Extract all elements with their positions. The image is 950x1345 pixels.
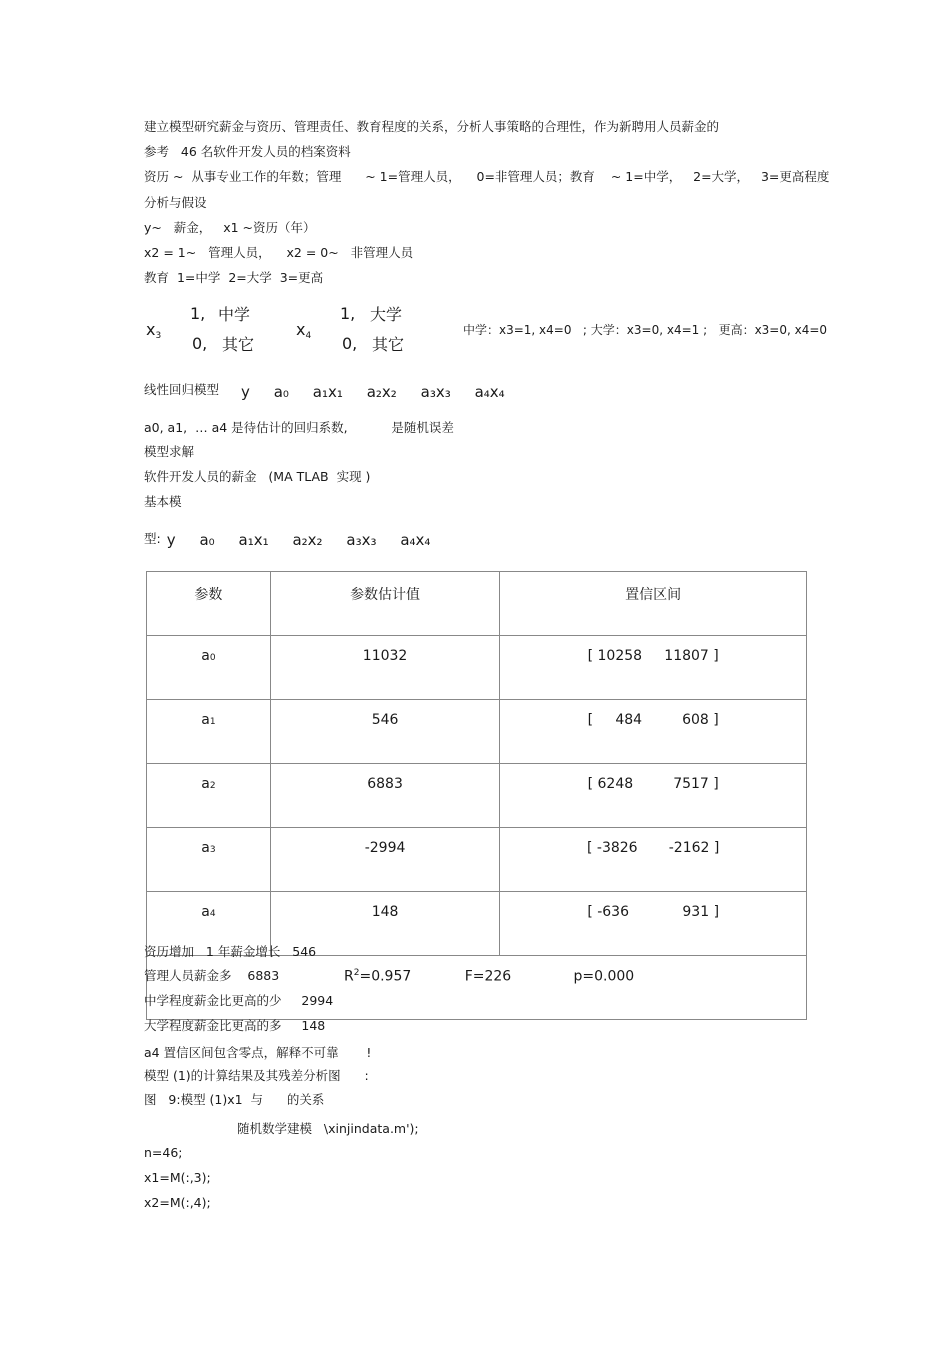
x3-symbol: $x_3$ <box>146 320 162 341</box>
ci-cell: [ -3826 -2162 ] <box>500 828 807 892</box>
code-line-2: n=46; <box>144 1145 183 1160</box>
x3-one-label: 中学 <box>218 305 251 324</box>
intro-line-4: 分析与假设 <box>144 195 207 210</box>
figure-caption: 图 9:模型 (1)x1 与 的关系 <box>144 1092 325 1107</box>
param-cell: a0 <box>147 636 271 700</box>
intro-line-6: x2 = 1~ 管理人员， x2 = 0~ 非管理人员 <box>144 245 414 260</box>
table-row <box>147 764 807 828</box>
code-line-4: x2=M(:,4); <box>144 1195 211 1210</box>
estimate-cell: 6883 <box>270 764 500 828</box>
ci-cell: [ 10258 11807 ] <box>500 636 807 700</box>
conclusion-line-6: 模型 (1)的计算结果及其残差分析图 : <box>144 1068 369 1083</box>
x3-zero-label: 其它 <box>222 335 255 354</box>
conclusion-line-2: 管理人员薪金多 6883 <box>144 968 280 983</box>
linear-model-label: 线性回归模型 <box>144 382 220 397</box>
ci-cell: [ -636 931 ] <box>500 892 807 956</box>
table-row <box>147 700 807 764</box>
x3-zero: 0, <box>192 334 208 353</box>
coefficients-note: a0, a1, … a4 是待估计的回归系数, 是随机误差 <box>144 420 454 435</box>
basic-model-line: 基本模 <box>144 494 182 509</box>
conclusion-line-4: 大学程度薪金比更高的多 148 <box>144 1018 326 1033</box>
header-ci: 置信区间 <box>500 572 807 636</box>
intro-line-3: 资历 ~ 从事专业工作的年数；管理 ~ 1=管理人员， 0=非管理人员；教育 ~ 1=中学， 2=大学， 3=更高程度 <box>144 169 830 184</box>
dummy-note: 中学：x3=1, x4=0 ; 大学：x3=0, x4=1 ; 更高：x3=0, x4=0 <box>463 323 828 337</box>
param-cell: a3 <box>147 828 271 892</box>
table-header-row <box>147 572 807 636</box>
conclusion-line-1: 资历增加 1 年薪金增长 546 <box>144 944 317 959</box>
intro-line-1: 建立模型研究薪金与资历、管理责任、教育程度的关系，分析人事策略的合理性，作为新聘用人员薪金的 <box>144 119 720 134</box>
basic-model-label: 型: <box>144 531 161 546</box>
code-line-3: x1=M(:,3); <box>144 1170 211 1185</box>
code-line-1: 随机数学建模 \xinjindata.m'); <box>237 1121 419 1136</box>
x4-one: 1, <box>340 304 356 323</box>
param-cell: a4 <box>147 892 271 956</box>
intro-line-2: 参考 46 名软件开发人员的档案资料 <box>144 144 351 159</box>
intro-line-5: y~ 薪金， x1 ~资历（年） <box>144 220 316 235</box>
estimate-cell: -2994 <box>270 828 500 892</box>
estimate-cell: 11032 <box>270 636 500 700</box>
ci-cell: [ 484 608 ] <box>500 700 807 764</box>
header-param: 参数 <box>147 572 271 636</box>
estimate-cell: 546 <box>270 700 500 764</box>
linear-model-equation: y a₀ a₁x₁ a₂x₂ a₃x₃ a₄x₄ <box>241 383 505 401</box>
x4-one-label: 大学 <box>370 305 403 324</box>
table-footer-row <box>147 956 807 1020</box>
matlab-line: 软件开发人员的薪金 (MA TLAB 实现 ) <box>144 469 371 484</box>
x4-symbol: $x_4$ <box>296 320 312 341</box>
param-cell: a2 <box>147 764 271 828</box>
estimate-cell: 148 <box>270 892 500 956</box>
x3-one: 1, <box>190 304 206 323</box>
header-estimate: 参数估计值 <box>270 572 500 636</box>
x4-zero-label: 其它 <box>372 335 405 354</box>
param-cell: a1 <box>147 700 271 764</box>
conclusion-line-3: 中学程度薪金比更高的少 2994 <box>144 993 334 1008</box>
table-row <box>147 636 807 700</box>
conclusion-line-5: a4 置信区间包含零点，解释不可靠 ! <box>144 1045 372 1060</box>
statistics-cell: $R^2=0.957$ F=226 p=0.000 <box>147 956 807 1020</box>
ci-cell: [ 6248 7517 ] <box>500 764 807 828</box>
basic-model-equation: y a₀ a₁x₁ a₂x₂ a₃x₃ a₄x₄ <box>162 531 431 549</box>
intro-line-7: 教育 1=中学 2=大学 3=更高 <box>144 270 324 285</box>
table-row <box>147 828 807 892</box>
model-solve-heading: 模型求解 <box>144 444 195 459</box>
x4-zero: 0, <box>342 334 358 353</box>
